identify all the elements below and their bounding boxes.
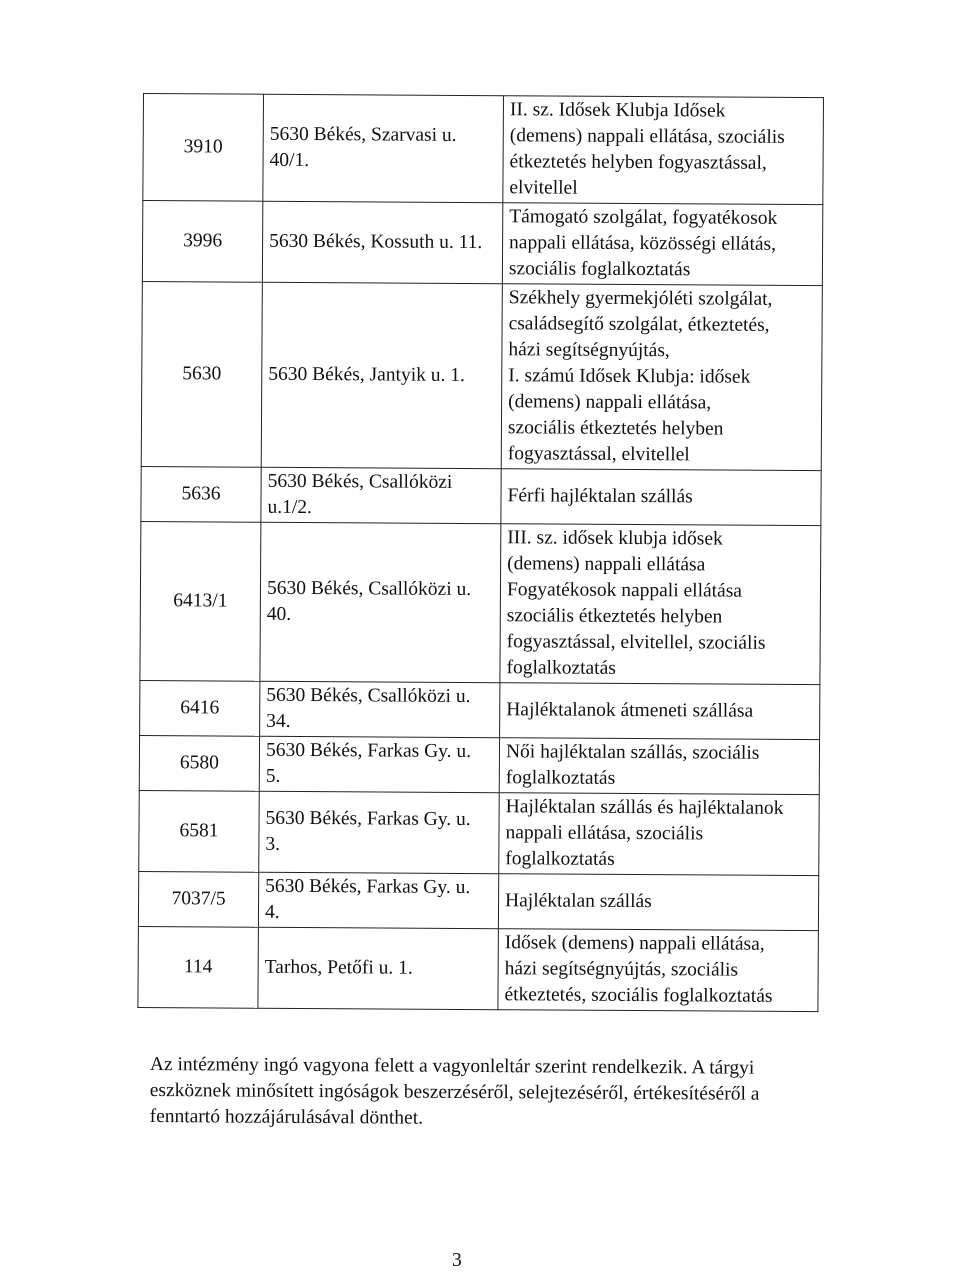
cell-line: Idősek (demens) nappali ellátása,	[504, 932, 765, 955]
cell-line: 5630 Békés, Csallóközi	[267, 470, 453, 493]
cell-line: Székhely gyermekjóléti szolgálat,	[508, 287, 773, 310]
parcel-number-cell: 6413/1	[140, 521, 261, 681]
address-cell	[260, 681, 500, 737]
cell-line: Hajléktalanok átmeneti szállása	[506, 699, 754, 722]
cell-line: Női hajléktalan szállás, szociális	[505, 741, 760, 764]
cell-line: 4.	[264, 901, 280, 923]
address-cell	[263, 94, 504, 202]
parcel-number-cell: 5636	[141, 466, 261, 522]
cell-line: 5630 Békés, Kossuth u. 11.	[269, 230, 483, 254]
parcel-number-cell: 5630	[141, 281, 262, 467]
cell-line: házi segítségnyújtás, szociális	[504, 958, 739, 981]
cell-line: 5.	[265, 765, 281, 787]
cell-line: 5630 Békés, Csallóközi u.	[266, 684, 471, 708]
cell-line: Férfi hajléktalan szállás	[507, 485, 693, 508]
cell-line: (demens) nappali ellátása	[507, 553, 706, 576]
services-cell	[501, 284, 822, 471]
cell-line: Fogyatékosok nappali ellátása	[506, 579, 743, 602]
cell-line: házi segítségnyújtás,	[508, 339, 670, 362]
cell-line: 3.	[265, 833, 281, 855]
parcel-number-cell: 3910	[143, 94, 264, 202]
parcel-number-cell: 3996	[142, 201, 262, 283]
cell-line: étkeztetés, szociális foglalkoztatás	[504, 984, 773, 1007]
cell-line: Hajléktalan szállás	[505, 890, 652, 913]
address-cell	[259, 736, 499, 792]
paragraph-line: Az intézmény ingó vagyona felett a vagyonleltár szerint rendelkezik. A tárgyi	[149, 1054, 755, 1079]
address-cell	[258, 872, 498, 928]
asset-paragraph	[150, 1052, 810, 1134]
paragraph-line: fenntartó hozzájárulásával dönthet.	[149, 1105, 424, 1129]
address-cell	[261, 467, 501, 523]
cell-line: (demens) nappali ellátása, szociális	[509, 125, 785, 148]
parcel-number-cell: 7037/5	[138, 871, 258, 927]
page-number: 3	[452, 1250, 462, 1271]
cell-line: foglalkoztatás	[505, 848, 615, 870]
cell-line: nappali ellátása, közösségi ellátás,	[509, 232, 777, 255]
table-row	[143, 94, 824, 205]
cell-line: Támogató szolgálat, fogyatékosok	[509, 206, 778, 229]
table-row	[138, 926, 818, 1011]
cell-line: 5630 Békés, Jantyik u. 1.	[268, 363, 465, 386]
cell-line: 40.	[266, 603, 292, 625]
table-row	[138, 871, 818, 930]
address-cell	[262, 201, 502, 283]
cell-line: (demens) nappali ellátása,	[508, 391, 712, 414]
parcel-number-cell: 114	[138, 926, 258, 1008]
table-row	[139, 735, 819, 794]
services-cell	[498, 929, 818, 1012]
cell-line: családsegítő szolgálat, étkeztetés,	[508, 313, 770, 336]
cell-line: foglalkoztatás	[506, 657, 616, 679]
cell-line: 40/1.	[269, 149, 310, 172]
cell-line: foglalkoztatás	[505, 767, 616, 789]
services-cell	[499, 738, 819, 795]
cell-line: fogyasztással, elvitellel	[507, 443, 690, 466]
table-row	[139, 790, 819, 875]
cell-line: 34.	[266, 710, 291, 732]
address-cell	[258, 927, 498, 1009]
parcel-number-cell: 6581	[139, 790, 259, 872]
cell-line: Tarhos, Petőfi u. 1.	[264, 956, 413, 979]
cell-line: 5630 Békés, Szarvasi u.	[269, 123, 457, 146]
address-cell	[260, 522, 501, 682]
table-row	[140, 680, 820, 739]
services-cell	[501, 469, 821, 526]
cell-line: szociális étkeztetés helyben	[507, 417, 724, 440]
cell-line: II. sz. Idősek Klubja Idősek	[509, 99, 726, 122]
cell-line: Hajléktalan szállás és hajléktalanok	[505, 796, 784, 819]
cell-line: u.1/2.	[267, 496, 312, 519]
cell-line: nappali ellátása, szociális	[505, 822, 704, 845]
cell-line: elvitellel	[509, 177, 578, 199]
paragraph-line: eszköznek minősített ingóságok beszerzéséről, selejtezéséről, értékesítéséről a	[149, 1079, 760, 1105]
services-cell	[500, 683, 820, 740]
parcel-number-cell: 6416	[140, 680, 260, 736]
cell-line: szociális étkeztetés helyben	[506, 605, 723, 628]
cell-line: szociális foglalkoztatás	[508, 258, 691, 281]
services-cell	[499, 793, 819, 876]
parcel-number-cell: 6580	[139, 735, 259, 791]
cell-line: 5630 Békés, Farkas Gy. u.	[265, 739, 472, 763]
services-cell	[502, 203, 822, 286]
services-cell	[500, 524, 821, 685]
address-cell	[261, 282, 502, 468]
property-table	[137, 93, 824, 1012]
cell-line: 5630 Békés, Farkas Gy. u.	[265, 875, 471, 899]
table-row	[140, 521, 821, 684]
property-table-body	[138, 94, 824, 1012]
cell-line: étkeztetés helyben fogyasztással,	[509, 151, 767, 174]
table-row	[142, 201, 822, 286]
cell-line: III. sz. idősek klubja idősek	[507, 527, 723, 550]
cell-line: I. számú Idősek Klubja: idősek	[508, 365, 751, 388]
cell-line: 5630 Békés, Farkas Gy. u.	[265, 807, 471, 831]
table-row	[141, 466, 821, 525]
cell-line: 5630 Békés, Csallóközi u.	[266, 577, 472, 601]
table-row	[141, 281, 822, 470]
services-cell	[503, 96, 824, 205]
cell-line: fogyasztással, elvitellel, szociális	[506, 631, 766, 654]
services-cell	[498, 874, 818, 931]
address-cell	[259, 791, 499, 873]
